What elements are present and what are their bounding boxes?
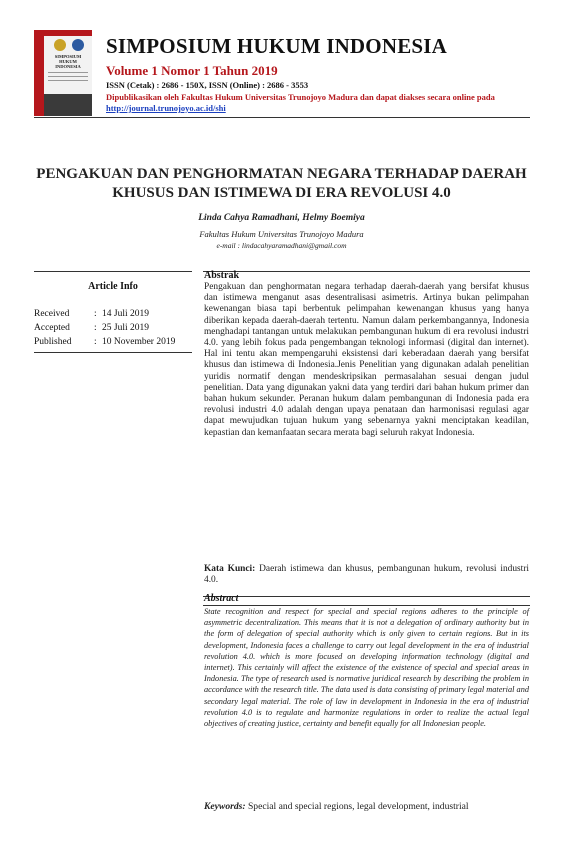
faculty-seal-icon [72,39,84,51]
cover-title: SIMPOSIUM HUKUM INDONESIA [54,54,82,69]
info-divider-bottom [34,352,192,353]
journal-cover-thumbnail [34,30,92,116]
keywords [204,801,529,812]
abstrak-divider-top [203,271,530,272]
cover-text-line [48,72,88,73]
abstract-body: State recognition and respect for special and special regions adheres to the principle of asymmetric decentralization. This means that it is not a delegation of ordinary authority but in the form of delegation of special authority which is only given to certain regions. But in its development, Indonesia faces a challenge to carry out legal development in the era of industrial revolution 4.0. which is more focused on developing information technology (digital and internet). This certainly will affect the existence of the existence of special and special areas in Indonesia. The type of research used is normative juridical research by describing the problem in accordance with the research title. The data used is data consisting of primary legal material and secondary legal material. The role of law in development in Indonesia in the era of industrial revolution 4.0 is to regulate and harmonize regulations in order to realize the actual legal objectives of creating justice, certainty and benefit equally for all Indonesian people. [204,607,529,729]
info-colon: : [94,323,97,333]
masthead-divider [34,117,530,118]
abstract-heading: Abstract [204,593,239,604]
university-seal-icon [54,39,66,51]
journal-publisher-note [106,92,526,114]
publisher-text: Dipublikasikan oleh Fakultas Hukum Universitas Trunojoyo Madura dan dapat diakses secara online pada [106,92,495,102]
journal-title: SIMPOSIUM HUKUM INDONESIA [106,34,448,58]
journal-issn: ISSN (Cetak) : 2686 - 150X, ISSN (Online) : 2686 - 3553 [106,80,309,90]
published-date: 10 November 2019 [102,337,176,347]
kata-kunci-label: Kata Kunci: [204,564,256,574]
journal-volume: Volume 1 Nomor 1 Tahun 2019 [106,63,278,78]
cover-red-top-band [44,30,92,36]
kata-kunci-text: Daerah istimewa dan khusus, pembangunan hukum, revolusi industri 4.0. [204,564,529,586]
info-divider-top [34,271,192,272]
received-label: Received [34,309,70,319]
abstrak-divider-bottom [203,596,530,597]
journal-url-link[interactable]: http://journal.trunojoyo.ac.id/shi [106,103,226,113]
accepted-date: 25 Juli 2019 [102,323,149,333]
cover-red-band [34,30,44,116]
cover-text-line [48,80,88,81]
article-info-heading: Article Info [88,281,138,292]
abstrak-heading: Abstrak [204,270,240,281]
received-date: 14 Juli 2019 [102,309,149,319]
keywords-text: Special and special regions, legal development, industrial [245,801,469,812]
article-affiliation: Fakultas Hukum Universitas Trunojoyo Madura [199,229,364,239]
article-authors: Linda Cahya Ramadhani, Helmy Boemiya [198,213,365,223]
cover-bottom-band [44,94,92,116]
info-colon: : [94,337,97,347]
cover-text-line [48,76,88,77]
abstrak-body: Pengakuan dan penghormatan negara terhadap daerah-daerah yang bersifat khusus dan istimewa menganut asas desentralisasi asimetris. Artinya bukan pelimpahan kewenangan biasa tapi berbentuk pelimpahan kewenangan khusus yang hanya diberikan kepada daerah-daerah tertentu. Namun dalam perkembangannya, Indonesia menghadapi tantangan untuk melakukan pembangunan hukum di era revolusi industri 4.0. yang lebih fokus pada pengembangan teknologi informasi (digital dan internet). Hal ini tentu akan mempengaruhi eksistensi dari keberadaan daerah yang bersifat khusus dan istimewa di Indonesia.Jenis Penelitian yang digunakan adalah penelitian yuridis normatif dengan mendeskripsikan permasalahan sesuai dengan judul penelitian. Data yang digunakan yakni data yang terdiri dari bahan hukum primer dan bahan hukum sekunder. Peranan hukum dalam pembangunan di Indonesia pada era revolusi industri 4.0 adalah dengan upaya penataan dan harmonisasi regulasi agar dapat mewujudkan tujuan hukum yang sebenarnya yakni menciptakan keadilan, kepastian dan kemanfaatan secara merata bagi seluruh rakyat Indonesia. [204,282,529,438]
article-email: e-mail : lindacahyaramadhani@gmail.com [216,241,347,250]
journal-masthead [34,30,530,118]
keywords-label: Keywords: [204,801,246,812]
article-title: PENGAKUAN DAN PENGHORMATAN NEGARA TERHADAP DAERAH KHUSUS DAN ISTIMEWA DI ERA REVOLUSI 4.0 [36,166,527,201]
published-label: Published [34,337,72,347]
info-colon: : [94,309,97,319]
accepted-label: Accepted [34,323,70,333]
kata-kunci [204,564,529,586]
